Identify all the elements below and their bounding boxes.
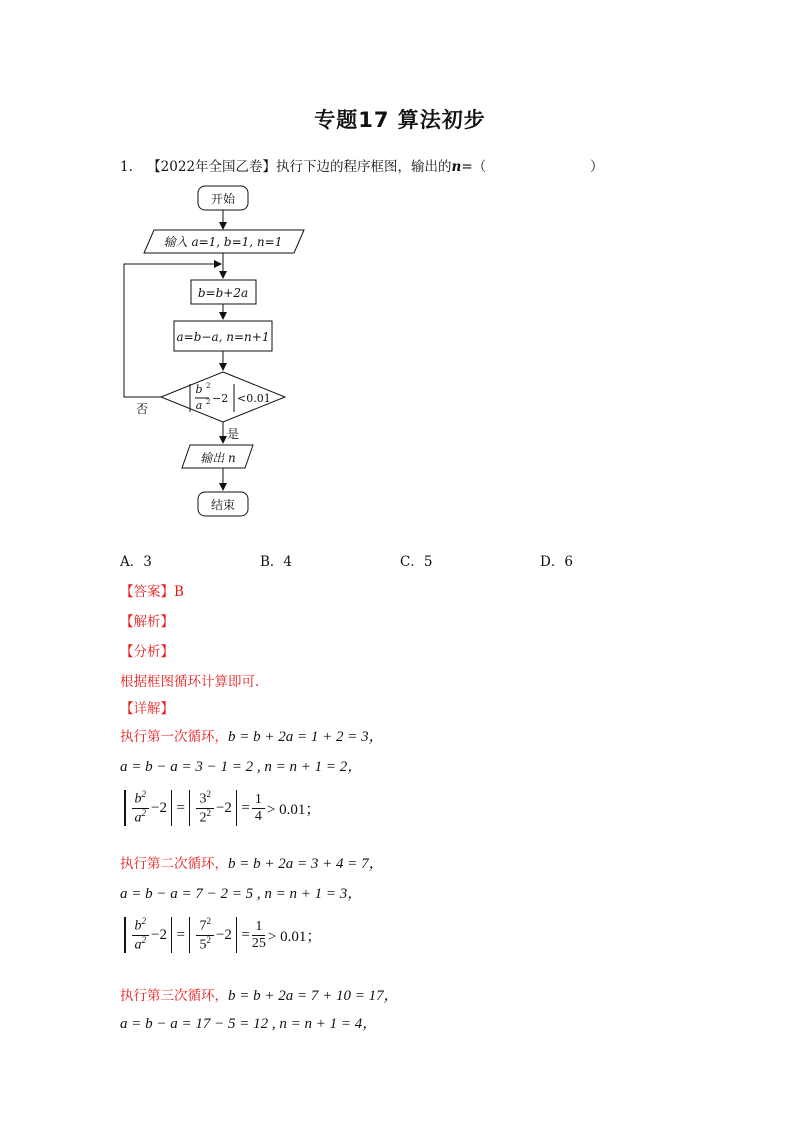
step2-head-line <box>120 852 384 873</box>
step1-head: 执行第一次循环， <box>120 729 228 745</box>
fenxi-label: 【分析】 <box>120 644 174 660</box>
result-fraction: $\frac{1}{25}$ <box>251 919 266 951</box>
question-source: 【2022年全国乙卷】 <box>147 159 277 175</box>
question-paren-close: ） <box>590 159 604 175</box>
fenxi-text: 根据框图循环计算即可. <box>120 674 260 690</box>
analysis-label: 【解析】 <box>120 614 174 630</box>
page-title: 专题17 算法初步 <box>314 108 486 132</box>
answer <box>120 580 184 600</box>
step1-label: b=b+2a <box>197 286 249 300</box>
fraction: $\frac{3^2}{2^2}$ <box>196 790 214 825</box>
option-b: B．4 <box>260 554 293 570</box>
input-label: 输入 a=1, b=1, n=1 <box>163 235 283 249</box>
step2-compare: > 0.01； <box>267 928 322 945</box>
abs-bar <box>124 917 126 953</box>
cond-tail: −2 <box>212 392 229 405</box>
step1-a-line: a = b − a = 3 − 1 = 2 , n = n + 1 = 2， <box>120 759 363 775</box>
cond-den-exp: 2 <box>206 398 211 406</box>
step2-b-line: b = b + 2a = 3 + 4 = 7， <box>228 856 384 872</box>
step1-inequality: $\frac{b^2}{a^2}$ −2 = $\frac{3^2}{2^2}$ −2 = $\frac{1}{4}$ > 0.01； <box>120 790 320 826</box>
question-number: 1. <box>120 159 133 175</box>
question-tail: =（ <box>461 159 487 175</box>
abs-bar <box>171 790 173 826</box>
step2-a-line: a = b − a = 7 − 2 = 5 , n = n + 1 = 3， <box>120 886 363 902</box>
option-c: C．5 <box>400 554 433 570</box>
option-d: D．6 <box>540 554 573 570</box>
question-text: 执行下边的程序框图，输出的 <box>276 159 452 175</box>
step1-b-line: b = b + 2a = 1 + 2 = 3， <box>228 729 384 745</box>
step1-compare: > 0.01； <box>266 801 321 818</box>
flowchart <box>110 180 310 525</box>
end-label: 结束 <box>210 498 236 512</box>
answer-label: 【答案】 <box>120 584 174 600</box>
fraction: $\frac{b^2}{a^2}$ <box>132 917 150 952</box>
abs-bar <box>189 790 191 826</box>
cond-den: a <box>195 399 203 412</box>
no-label: 否 <box>136 402 149 416</box>
step3-head: 执行第三次循环， <box>120 988 228 1004</box>
cond-num-exp: 2 <box>206 382 211 390</box>
start-label: 开始 <box>210 192 236 206</box>
abs-bar <box>124 790 126 826</box>
abs-bar <box>189 917 191 953</box>
abs-bar <box>236 917 238 953</box>
question-var: n <box>451 159 462 175</box>
cond-rhs: <0.01 <box>237 392 271 405</box>
step3-a-line: a = b − a = 17 − 5 = 12 , n = n + 1 = 4， <box>120 1016 378 1032</box>
output-label: 输出 n <box>200 451 236 465</box>
abs-bar <box>236 790 238 826</box>
step1-head-line <box>120 725 384 746</box>
abs-bar <box>171 917 173 953</box>
detail-label: 【详解】 <box>120 701 174 717</box>
cond-num: b <box>195 383 203 396</box>
result-fraction: $\frac{1}{4}$ <box>252 792 265 824</box>
step2-inequality: $\frac{b^2}{a^2}$ −2 = $\frac{7^2}{5^2}$ −2 = $\frac{1}{25}$ > 0.01； <box>120 917 321 953</box>
yes-label: 是 <box>227 427 240 441</box>
question-stem <box>120 155 486 175</box>
step2-label: a=b−a, n=n+1 <box>176 330 270 344</box>
fraction: $\frac{7^2}{5^2}$ <box>196 917 214 952</box>
answer-value: B <box>174 584 184 600</box>
step3-head-line <box>120 984 399 1005</box>
step2-head: 执行第二次循环， <box>120 856 228 872</box>
option-a: A．3 <box>120 554 152 570</box>
step3-b-line: b = b + 2a = 7 + 10 = 17， <box>228 988 399 1004</box>
fraction: $\frac{b^2}{a^2}$ <box>132 790 150 825</box>
